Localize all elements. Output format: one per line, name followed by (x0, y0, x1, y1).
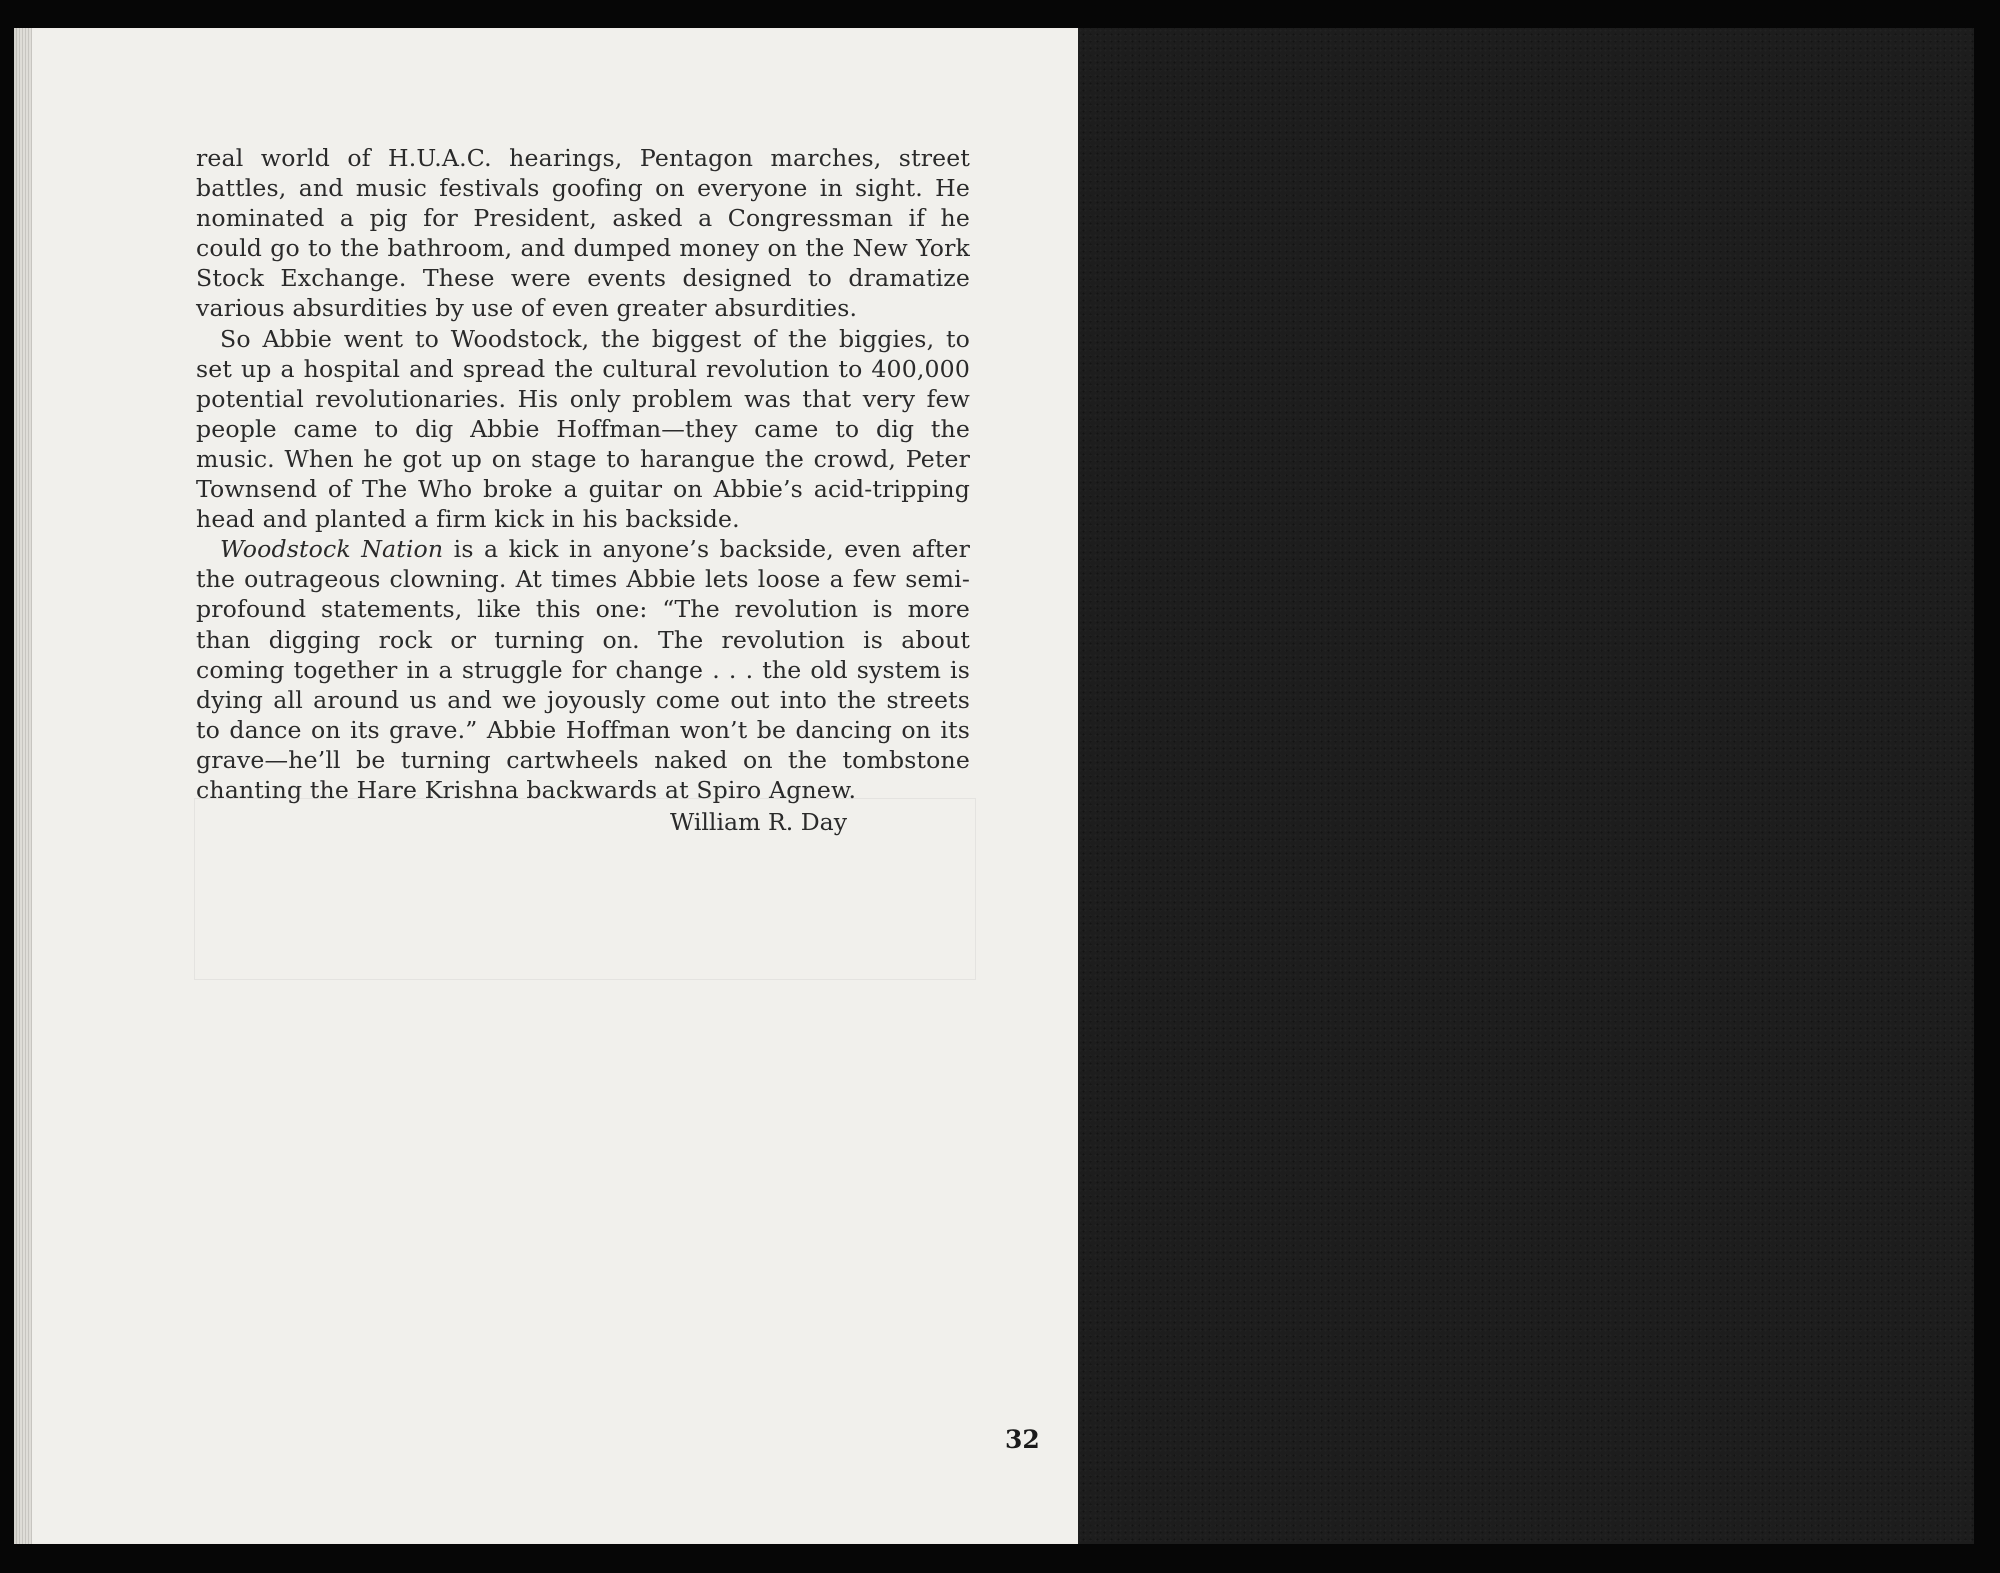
bleed-through-shadow (194, 798, 976, 980)
page-stack-edges (14, 28, 32, 1544)
page-number: 32 (1005, 1425, 1040, 1454)
paragraph-2: So Abbie went to Woodstock, the biggest of the biggies, to set up a hospital and spread the cultural revolution to 400,000 potential revolutionaries. His only problem was that very few people came to dig Abbie Hoffman—they came to dig the music. When he got up on stage to harangue the crowd, Peter Townsend of The Who broke a guitar on Abbie’s acid-tripping head and planted a firm kick in his backside. (196, 324, 970, 534)
author-signature: William R. Day (670, 808, 848, 836)
book-title: Woodstock Nation (220, 535, 444, 564)
review-text (196, 143, 970, 805)
paragraph-3-text: is a kick in anyone’s backside, even after the outrageous clowning. At times Abbie lets loose a few semi-profound statements, like this one: “The revolution is more than digging rock or turning on. The revolution is about coming together in a struggle for change . . . the old system is dying all around us and we joyously come out into the streets to dance on its grave.” Abbie Hoffman won’t be dancing on its grave—he’ll be turning cartwheels naked on the tombstone chanting the Hare Krishna backwards at Spiro Agnew. (196, 535, 970, 804)
right-page-black (1078, 28, 1974, 1544)
paragraph-3 (196, 534, 970, 805)
paragraph-1: real world of H.U.A.C. hearings, Pentagon marches, street battles, and music festivals goofing on everyone in sight. He nominated a pig for President, asked a Congressman if he could go to the bathroom, and dumped money on the New York Stock Exchange. These were events designed to dramatize various absurdities by use of even greater absurdities. (196, 144, 970, 323)
